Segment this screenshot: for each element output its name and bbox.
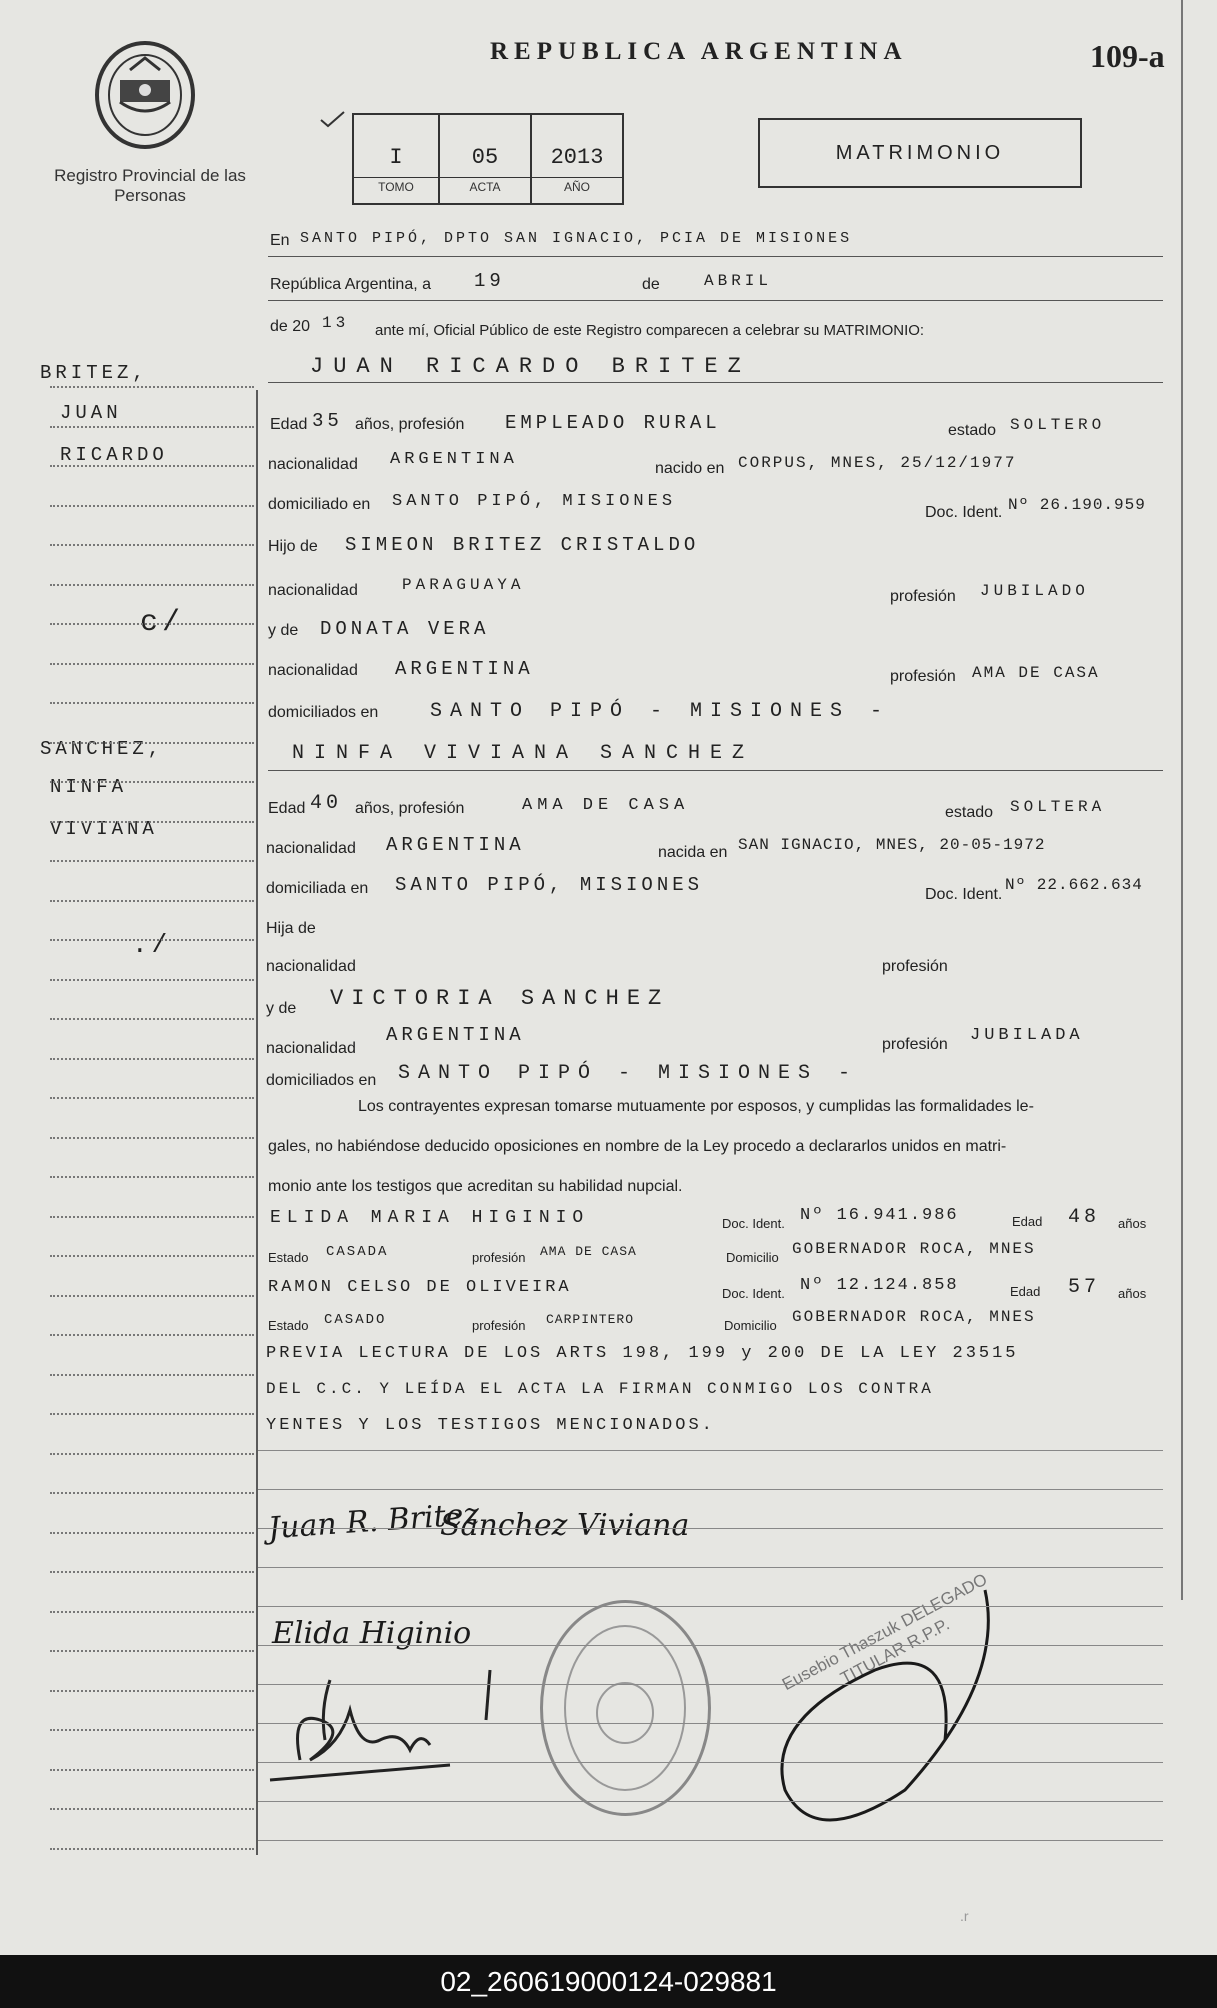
year-prefix: de 20 xyxy=(270,318,311,335)
bride-yde-label: y de xyxy=(266,1000,297,1017)
bride-mother-nationality: ARGENTINA xyxy=(386,1024,525,1046)
w1-profesion-label: profesión xyxy=(472,1250,526,1265)
w2-anos-label: años xyxy=(1118,1286,1147,1301)
signature-groom: Juan R. Britez xyxy=(267,1496,481,1547)
corner-mark: .r xyxy=(960,1908,969,1924)
witness-1-age: 48 xyxy=(1068,1206,1101,1229)
margin-dotted-line xyxy=(50,1492,254,1494)
margin-divider xyxy=(256,390,258,1855)
note-line-1: PREVIA LECTURA DE LOS ARTS 198, 199 y 200 DE LA LEY 23515 xyxy=(266,1344,1019,1363)
groom-father: SIMEON BRITEZ CRISTALDO xyxy=(345,534,700,556)
margin-dotted-line xyxy=(50,465,254,467)
groom-doc: Nº 26.190.959 xyxy=(1008,496,1146,514)
margin-dotted-line xyxy=(50,584,254,586)
witness-2-domicile: GOBERNADOR ROCA, MNES xyxy=(792,1308,1036,1326)
groom-mother-profession: AMA DE CASA xyxy=(972,664,1100,682)
note-line-3: YENTES Y LOS TESTIGOS MENCIONADOS. xyxy=(266,1416,715,1435)
margin-dotted-line xyxy=(50,663,254,665)
country-title: REPUBLICA ARGENTINA xyxy=(490,38,908,65)
groom-profession: EMPLEADO RURAL xyxy=(505,412,721,434)
w2-edad-label: Edad xyxy=(1010,1284,1041,1299)
bride-edad-label: Edad xyxy=(268,800,306,817)
margin-dotted-line xyxy=(50,1137,254,1139)
ano-value: 2013 xyxy=(550,145,604,170)
acta-cell xyxy=(440,115,532,203)
body-ruled-line xyxy=(258,1489,1163,1490)
signature-witness-2-icon xyxy=(250,1650,510,1800)
margin-dotted-line xyxy=(50,426,254,428)
witness-1-domicile: GOBERNADOR ROCA, MNES xyxy=(792,1240,1036,1258)
father-nationality-label: nacionalidad xyxy=(268,582,358,599)
groom-age: 35 xyxy=(312,410,343,432)
bride-domiciliados-label: domiciliados en xyxy=(266,1072,377,1089)
year-suffix: 13 xyxy=(322,314,350,332)
witness-1-estado: CASADA xyxy=(326,1244,389,1260)
margin-dotted-line xyxy=(50,1650,254,1652)
groom-estado: SOLTERO xyxy=(1010,416,1106,434)
witness-2-profession: CARPINTERO xyxy=(546,1312,635,1327)
marriage-day: 19 xyxy=(474,270,505,292)
body-ruled-line xyxy=(258,1567,1163,1568)
scan-footer-code: 02_260619000124-029881 xyxy=(0,1955,1217,2008)
margin-dotted-line xyxy=(50,1374,254,1376)
w1-edad-label: Edad xyxy=(1012,1214,1043,1229)
hijo-label: Hijo de xyxy=(268,538,318,555)
bride-father-profession-label: profesión xyxy=(882,958,948,975)
bride-parents-domicile: SANTO PIPÓ - MISIONES - xyxy=(398,1062,859,1085)
margin-dotted-line xyxy=(50,1097,254,1099)
seal-emblem-icon xyxy=(543,1603,708,1813)
domiciliados-label: domiciliados en xyxy=(268,704,379,721)
w2-domicilio-label: Domicilio xyxy=(724,1318,777,1333)
record-reference-table xyxy=(352,113,624,205)
w2-estado-label: Estado xyxy=(268,1318,309,1333)
mother-nationality-label: nacionalidad xyxy=(268,662,358,679)
body-ruled-line xyxy=(258,1762,1163,1763)
nacida-label: nacida en xyxy=(658,844,728,861)
margin-dotted-line xyxy=(50,939,254,941)
body-ruled-line xyxy=(258,1528,1163,1529)
bride-doc-label: Doc. Ident. xyxy=(925,886,1003,903)
tomo-value: I xyxy=(389,145,403,170)
witness-1-profession: AMA DE CASA xyxy=(540,1244,637,1259)
official-stamp: Eusebio Thaszuk DELEGADO TITULAR R.P.P. xyxy=(778,1569,991,1695)
father-profession-label: profesión xyxy=(890,588,956,605)
bride-anos-profesion-label: años, profesión xyxy=(355,800,465,817)
bride-domicile: SANTO PIPÓ, MISIONES xyxy=(395,874,704,896)
domiciliada-label: domiciliada en xyxy=(266,880,369,897)
de-label: de xyxy=(642,276,660,293)
margin-dotted-line xyxy=(50,900,254,902)
margin-dotted-line xyxy=(50,702,254,704)
margin-dotted-line xyxy=(50,1216,254,1218)
w1-anos-label: años xyxy=(1118,1216,1147,1231)
margin-dotted-line xyxy=(50,1611,254,1613)
line-bride-name xyxy=(268,770,1163,771)
margin-dotted-line xyxy=(50,1334,254,1336)
margin-groom-surname: BRITEZ, xyxy=(40,362,148,384)
margin-dotted-line xyxy=(50,1018,254,1020)
margin-dotted-line xyxy=(50,1690,254,1692)
margin-dotted-line xyxy=(50,386,254,388)
margin-dotted-line xyxy=(50,860,254,862)
margin-dotted-line xyxy=(50,1571,254,1573)
body-ruled-line xyxy=(258,1801,1163,1802)
line-date xyxy=(268,300,1163,301)
margin-dotted-line xyxy=(50,623,254,625)
bride-birth: SAN IGNACIO, MNES, 20-05-1972 xyxy=(738,836,1046,854)
margin-dotted-line xyxy=(50,1848,254,1850)
bride-mother-nationality-label: nacionalidad xyxy=(266,1040,356,1057)
nacido-label: nacido en xyxy=(655,460,725,477)
bride-estado: SOLTERA xyxy=(1010,798,1106,816)
body-ruled-line xyxy=(258,1840,1163,1841)
bride-name: NINFA VIVIANA SANCHEZ xyxy=(292,742,755,765)
body-ruled-line xyxy=(258,1684,1163,1685)
line-place xyxy=(268,256,1163,257)
groom-birth: CORPUS, MNES, 25/12/1977 xyxy=(738,454,1017,472)
margin-dotted-line xyxy=(50,821,254,823)
w2-profesion-label: profesión xyxy=(472,1318,526,1333)
comparecen-text: ante mí, Oficial Público de este Registro comparecen a celebrar su MATRIMONIO: xyxy=(375,322,925,339)
margin-dotted-line xyxy=(50,1769,254,1771)
margin-dotted-line xyxy=(50,1729,254,1731)
estado-label: estado xyxy=(948,422,997,439)
paragraph-line-2: gales, no habiéndose deducido oposiciones en nombre de la Ley procedo a declararlos unidos en matri- xyxy=(268,1138,1007,1155)
margin-dotted-line xyxy=(50,1532,254,1534)
signature-witness-1: Elida Higinio xyxy=(272,1616,472,1651)
bride-mother-profession: JUBILADA xyxy=(970,1026,1084,1045)
line-groom-name xyxy=(268,382,1163,383)
margin-dotted-line xyxy=(50,781,254,783)
margin-dotted-line xyxy=(50,1413,254,1415)
w1-domicilio-label: Domicilio xyxy=(726,1250,779,1265)
acta-label: ACTA xyxy=(440,177,530,194)
margin-separator-1: c/ xyxy=(140,606,185,640)
bride-nationality-label: nacionalidad xyxy=(266,840,356,857)
w1-doc-label: Doc. Ident. xyxy=(722,1216,785,1231)
groom-domicile: SANTO PIPÓ, MISIONES xyxy=(392,492,677,511)
margin-bride-first: NINFA xyxy=(50,776,128,798)
bride-father-nationality-label: nacionalidad xyxy=(266,958,356,975)
groom-mother: DONATA VERA xyxy=(320,618,490,640)
edad-label: Edad xyxy=(270,416,308,433)
signature-bride: Sanchez Viviana xyxy=(440,1508,690,1543)
margin-dotted-line xyxy=(50,979,254,981)
tomo-label: TOMO xyxy=(354,177,438,194)
bride-age: 40 xyxy=(310,792,343,815)
groom-parents-domicile: SANTO PIPÓ - MISIONES - xyxy=(430,700,891,723)
en-label: En xyxy=(270,232,290,249)
marriage-place: SANTO PIPÓ, DPTO SAN IGNACIO, PCIA DE MISIONES xyxy=(300,230,853,247)
margin-dotted-line xyxy=(50,544,254,546)
right-border xyxy=(1181,0,1183,1600)
body-ruled-line xyxy=(258,1450,1163,1451)
bride-mother-profession-label: profesión xyxy=(882,1036,948,1053)
domiciliado-label: domiciliado en xyxy=(268,496,371,513)
official-signature-icon xyxy=(755,1560,1015,1840)
registry-name: Registro Provincial de las Personas xyxy=(54,166,246,205)
margin-groom-middle: RICARDO xyxy=(60,444,168,466)
paragraph-line-1: Los contrayentes expresan tomarse mutuamente por esposos, y cumplidas las formalidades le- xyxy=(358,1098,1034,1115)
provincial-coat-of-arms-icon xyxy=(90,40,200,150)
page-number: 109-a xyxy=(1090,38,1165,74)
republica-label: República Argentina, a xyxy=(270,276,431,293)
margin-bride-middle: VIVIANA xyxy=(50,818,158,840)
margin-separator-2: ./ xyxy=(132,930,172,960)
margin-dotted-line xyxy=(50,505,254,507)
bride-doc: Nº 22.662.634 xyxy=(1005,876,1143,894)
margin-dotted-line xyxy=(50,1808,254,1810)
witness-2-name: RAMON CELSO DE OLIVEIRA xyxy=(268,1278,572,1297)
bride-estado-label: estado xyxy=(945,804,994,821)
margin-dotted-line xyxy=(50,1255,254,1257)
witness-1-doc: Nº 16.941.986 xyxy=(800,1206,959,1225)
paragraph-line-3: monio ante los testigos que acreditan su habilidad nupcial. xyxy=(268,1178,683,1195)
doc-label: Doc. Ident. xyxy=(925,504,1003,521)
bride-profession: AMA DE CASA xyxy=(522,796,690,815)
body-ruled-line xyxy=(258,1606,1163,1607)
witness-2-estado: CASADO xyxy=(324,1312,387,1328)
margin-dotted-line xyxy=(50,1176,254,1178)
groom-mother-nationality: ARGENTINA xyxy=(395,658,534,680)
groom-name: JUAN RICARDO BRITEZ xyxy=(310,354,751,379)
margin-bride-surname: SANCHEZ, xyxy=(40,738,164,760)
w1-estado-label: Estado xyxy=(268,1250,309,1265)
bride-mother: VICTORIA SANCHEZ xyxy=(330,986,670,1011)
ano-cell xyxy=(532,115,622,203)
anos-profesion-label: años, profesión xyxy=(355,416,465,433)
tomo-cell xyxy=(354,115,440,203)
groom-father-profession: JUBILADO xyxy=(980,582,1089,600)
margin-dotted-line xyxy=(50,1295,254,1297)
margin-dotted-line xyxy=(50,1058,254,1060)
groom-nationality: ARGENTINA xyxy=(390,450,518,469)
body-ruled-line xyxy=(258,1723,1163,1724)
bride-nationality: ARGENTINA xyxy=(386,834,525,856)
margin-dotted-line xyxy=(50,742,254,744)
witness-1-name: ELIDA MARIA HIGINIO xyxy=(270,1208,590,1228)
nacionalidad-label: nacionalidad xyxy=(268,456,358,473)
hija-label: Hija de xyxy=(266,920,316,937)
margin-dotted-line xyxy=(50,1453,254,1455)
ano-label: AÑO xyxy=(532,177,622,194)
yde-label: y de xyxy=(268,622,299,639)
acta-value: 05 xyxy=(471,145,499,170)
official-seal xyxy=(540,1600,711,1816)
w2-doc-label: Doc. Ident. xyxy=(722,1286,785,1301)
checkmark-icon xyxy=(318,108,348,132)
note-line-2: DEL C.C. Y LEÍDA EL ACTA LA FIRMAN CONMIGO LOS CONTRA xyxy=(266,1380,934,1398)
mother-profession-label: profesión xyxy=(890,668,956,685)
body-ruled-line xyxy=(258,1645,1163,1646)
witness-2-age: 57 xyxy=(1068,1276,1101,1299)
marriage-month: ABRIL xyxy=(704,272,773,290)
witness-2-doc: Nº 12.124.858 xyxy=(800,1276,959,1295)
groom-father-nationality: PARAGUAYA xyxy=(402,576,525,594)
act-type-box: MATRIMONIO xyxy=(758,118,1082,188)
margin-groom-first: JUAN xyxy=(60,402,122,424)
